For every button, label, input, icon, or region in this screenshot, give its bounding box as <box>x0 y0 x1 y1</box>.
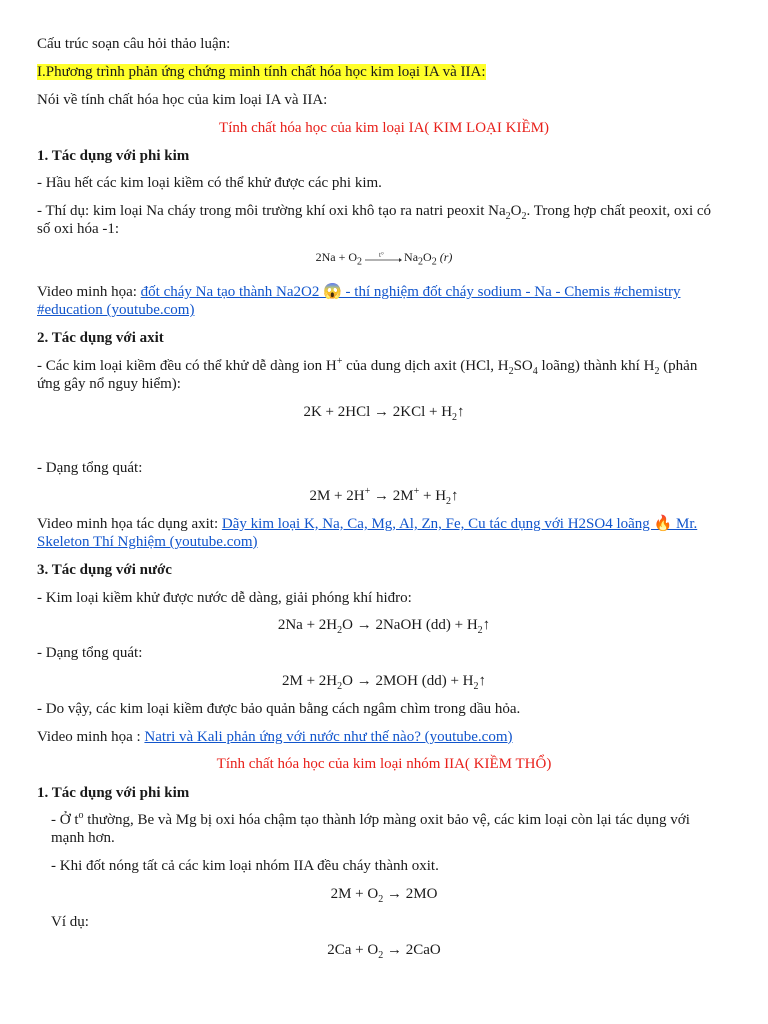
text: O <box>423 250 432 264</box>
heading-ia-nonmetal: 1. Tác dụng với phi kim <box>37 148 190 164</box>
subscript: 2 <box>505 211 511 222</box>
text: → 2CaO <box>383 942 441 958</box>
paragraph-storage: - Do vậy, các kim loại kiềm được bảo quản bằng cách ngâm chìm trong dầu hỏa. <box>37 701 521 717</box>
general-form-label: - Dạng tổng quát: <box>37 645 143 661</box>
text: 2Ca + O <box>327 942 379 958</box>
superscript: + <box>336 356 343 367</box>
heading-iia-nonmetal: 1. Tác dụng với phi kim <box>37 785 190 801</box>
text: loãng) thành khí H <box>537 358 655 374</box>
heading-ia-water: 3. Tác dụng với nước <box>37 562 172 578</box>
text: (phản ứng gây nổ nguy hiểm): <box>37 358 698 392</box>
superscript: o <box>78 810 84 821</box>
text: → 2M <box>370 488 414 504</box>
video-prefix: Video minh họa: <box>37 284 141 300</box>
subscript: 2 <box>477 625 483 636</box>
subscript: 2 <box>378 950 384 961</box>
video-na2o2-line <box>37 283 717 319</box>
section-heading <box>37 63 486 81</box>
equation-m-h <box>0 487 768 505</box>
text: + H <box>419 488 447 504</box>
text: 2Na + 2H <box>277 617 338 633</box>
text: thường, Be và Mg bị oxi hóa chậm tạo thành lớp màng oxit bảo vệ, các kim loại còn lại tác dụng với mạnh hơn. <box>51 812 690 846</box>
subscript: 2 <box>508 366 514 377</box>
equation-k-hcl <box>0 403 768 421</box>
text: Na <box>404 250 419 264</box>
paragraph-be-mg <box>37 811 717 847</box>
intro-line: Cấu trúc soạn câu hỏi thảo luận: <box>37 36 231 52</box>
subscript: 2 <box>452 412 458 423</box>
state-label: (r) <box>436 250 453 264</box>
subscript: 4 <box>532 366 538 377</box>
subscript: 2 <box>446 496 452 507</box>
paragraph-heating: - Khi đốt nóng tất cả các kim loại nhóm IIA đều cháy thành oxit. <box>51 858 439 874</box>
general-form-label: - Dạng tổng quát: <box>37 460 143 476</box>
text: ↑ <box>457 404 465 420</box>
text: . Trong hợp chất peoxit, oxi có số oxi hóa -1: <box>37 203 712 237</box>
subtitle-iia: Tính chất hóa học của kim loại nhóm IIA( KIỀM THỔ) <box>216 756 552 772</box>
superscript: + <box>413 486 420 497</box>
subscript: 2 <box>337 625 343 636</box>
equation-m-water <box>0 672 768 690</box>
subscript: 2 <box>337 681 343 692</box>
text: - Thí dụ: kim loại Na cháy trong môi trường khí oxi khô tạo ra natri peoxit Na <box>37 203 506 219</box>
text: 2M + 2H <box>281 673 338 689</box>
text: O → 2MOH (dd) + H <box>342 673 474 689</box>
subscript: 2 <box>431 256 437 268</box>
video-link-na2o2[interactable]: đốt cháy Na tạo thành Na2O2 😱 - thí nghiệm đốt cháy sodium - Na - Chemis #chemistry #education (youtube.com) <box>37 284 681 318</box>
video-prefix: Video minh họa : <box>37 729 145 745</box>
text: của dung dịch axit (HCl, H <box>342 358 509 374</box>
text: O → 2NaOH (dd) + H <box>342 617 478 633</box>
subscript: 2 <box>418 256 424 268</box>
video-acid-line <box>37 515 717 551</box>
text: 2M + 2H <box>309 488 365 504</box>
subscript: 2 <box>357 256 363 268</box>
subscript: 2 <box>521 211 527 222</box>
video-link-acid[interactable]: Dãy kim loại K, Na, Ca, Mg, Al, Zn, Fe, Cu tác dụng với H2SO4 loãng 🔥 Mr. Skeleton Thí Nghiệm (youtube.com) <box>37 516 698 550</box>
paragraph-example-na <box>37 202 717 238</box>
subtitle-ia: Tính chất hóa học của kim loại IA( KIM LOẠI KIỀM) <box>219 120 549 136</box>
video-prefix: Video minh họa tác dụng axit: <box>37 516 222 532</box>
text: ↑ <box>451 488 459 504</box>
equation-na-water <box>0 616 768 634</box>
text: - Ở t <box>51 812 79 828</box>
topic-line: Nói về tính chất hóa học của kim loại IA và IIA: <box>37 92 328 108</box>
text: O <box>510 203 522 219</box>
example-label: Ví dụ: <box>51 914 89 930</box>
equation-na-o2 <box>0 248 768 266</box>
text: ↑ <box>478 673 486 689</box>
video-water-line <box>37 728 513 746</box>
highlighted-heading: I.Phương trình phản ứng chứng minh tính chất hóa học kim loại IA và IIA: <box>37 64 486 80</box>
text: 2Na + O <box>315 250 358 264</box>
text: SO <box>513 358 533 374</box>
paragraph-nonmetal: - Hầu hết các kim loại kiềm có thể khử được các phi kim. <box>37 175 382 191</box>
equation-ca-o2 <box>0 941 768 959</box>
text: 2K + 2HCl → 2KCl + H <box>303 404 453 420</box>
reaction-arrow-icon <box>364 252 402 264</box>
superscript: + <box>364 486 371 497</box>
subscript: 2 <box>654 366 660 377</box>
text: → 2MO <box>383 886 438 902</box>
equation-m-o2 <box>0 885 768 903</box>
condition-label: t° <box>379 252 384 260</box>
paragraph-acid <box>37 357 717 393</box>
text: ↑ <box>482 617 491 633</box>
text: 2M + O <box>330 886 379 902</box>
video-link-water[interactable]: Natri và Kali phản ứng với nước như thế nào? (youtube.com) <box>144 729 513 745</box>
subscript: 2 <box>378 894 384 905</box>
heading-ia-acid: 2. Tác dụng với axit <box>37 330 164 346</box>
subscript: 2 <box>473 681 479 692</box>
text: - Các kim loại kiềm đều có thể khử dễ dàng ion H <box>37 358 337 374</box>
paragraph-water: - Kim loại kiềm khử được nước dễ dàng, giải phóng khí hiđro: <box>37 590 412 606</box>
